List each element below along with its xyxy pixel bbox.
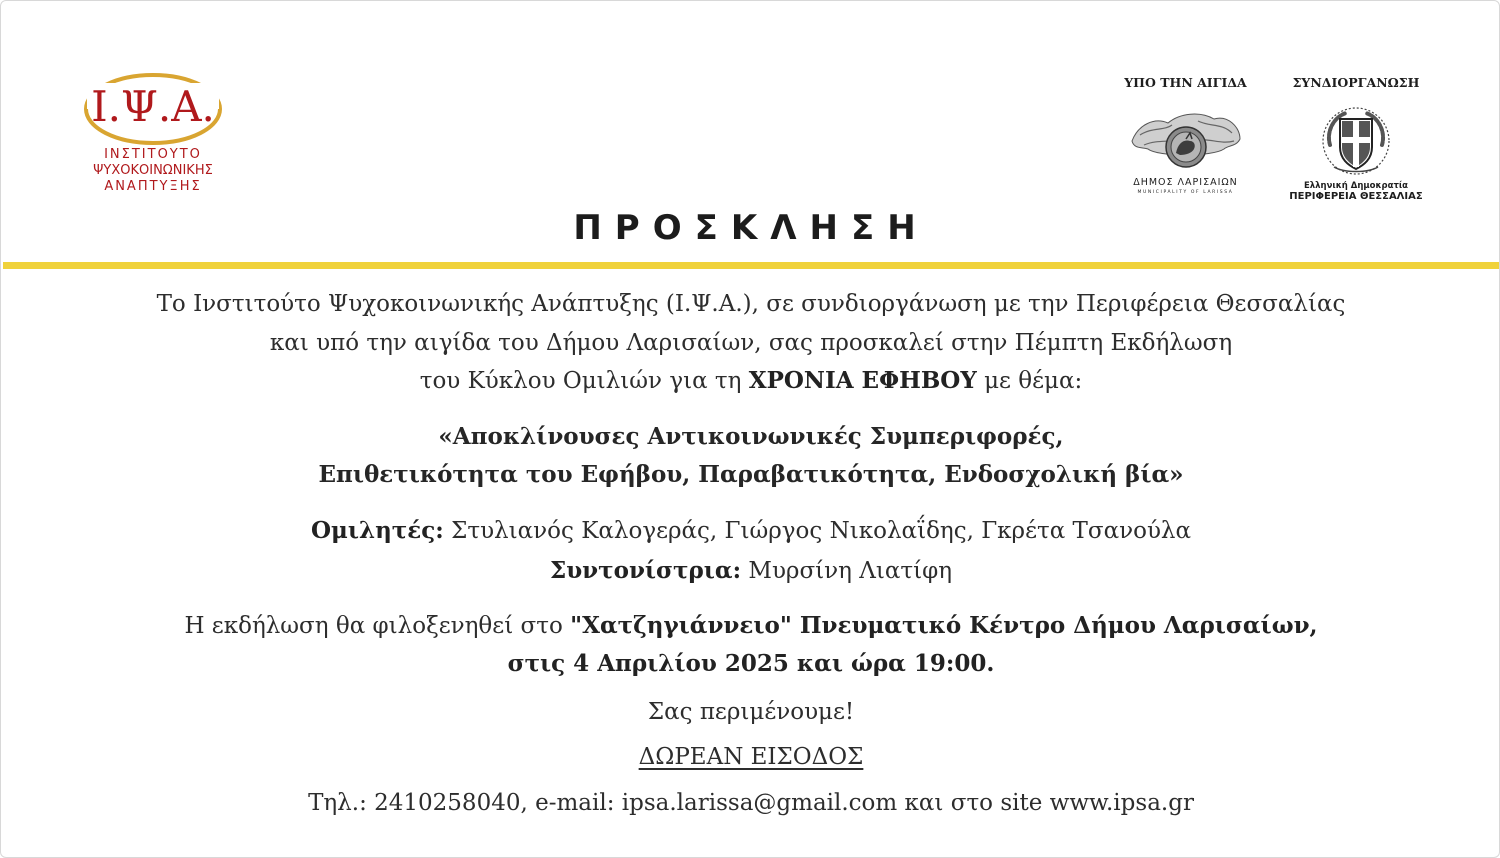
ipsa-initials: Ι.Ψ.Α. bbox=[91, 82, 215, 131]
organizer-caption: ΣΥΝΔΙΟΡΓΑΝΩΣΗ bbox=[1292, 75, 1420, 90]
intro-line1: Το Ινστιτούτο Ψυχοκοινωνικής Ανάπτυξης (Ι.Ψ.Α.), σε συνδιοργάνωση με την Περιφέρεια Θεσσαλίας bbox=[156, 291, 1346, 317]
organizer-line1: Ελληνική Δημοκρατία bbox=[1303, 181, 1409, 191]
larissa-municipality-emblem bbox=[1128, 105, 1244, 177]
aegis-name-en: MUNICIPALITY OF LARISSA bbox=[1137, 190, 1234, 195]
speakers-names: Στυλιανός Καλογεράς, Γιώργος Νικολαΐδης, Γκρέτα Τσανούλα bbox=[443, 518, 1192, 544]
organizer-block bbox=[1281, 75, 1431, 202]
venue-line bbox=[1, 607, 1500, 645]
contact-line: Τηλ.: 2410258040, e-mail: ipsa.larissa@gmail.com και στο site www.ipsa.gr bbox=[308, 790, 1194, 816]
aegis-caption: ΥΠΟ ΤΗΝ ΑΙΓΙΔΑ bbox=[1124, 75, 1247, 90]
speakers-line bbox=[1, 511, 1500, 551]
speakers-label: Ομιλητές: bbox=[310, 517, 444, 544]
venue-pre: Η εκδήλωση θα φιλοξενηθεί στο bbox=[184, 613, 571, 639]
venue-place: "Χατζηγιάννειο" Πνευματικό Κέντρο Δήμου Λαρισαίων, bbox=[570, 612, 1318, 639]
free-entry-text: ΔΩΡΕΑΝ ΕΙΣΟΔΟΣ bbox=[638, 744, 864, 770]
free-entry bbox=[1, 739, 1500, 775]
topic-line1: «Αποκλίνουσες Αντικοινωνικές Συμπεριφορές, bbox=[438, 423, 1064, 450]
aegis-name: ΔΗΜΟΣ ΛΑΡΙΣΑΙΩΝ bbox=[1133, 177, 1238, 188]
intro-line3-post: με θέμα: bbox=[976, 368, 1083, 394]
ipsa-logo-line3: ΑΝΑΠΤΥΞΗΣ bbox=[104, 179, 202, 194]
intro-line3-pre: του Κύκλου Ομιλιών για τη bbox=[419, 368, 749, 394]
topic-line2: Επιθετικότητα του Εφήβου, Παραβατικότητα, Ενδοσχολική βία» bbox=[318, 461, 1184, 488]
intro-line3 bbox=[1, 362, 1500, 401]
intro-line2: και υπό την αιγίδα του Δήμου Λαρισαίων, σας προσκαλεί στην Πέμπτη Εκδήλωση bbox=[269, 329, 1233, 356]
year-of-adolescent: ΧΡΟΝΙΑ ΕΦΗΒΟΥ bbox=[748, 367, 977, 394]
event-topic bbox=[1, 418, 1500, 494]
moderator-line bbox=[1, 551, 1500, 591]
aegis-block bbox=[1113, 75, 1258, 195]
ipsa-logo-emblem bbox=[83, 69, 228, 149]
ipsa-logo-text bbox=[83, 147, 223, 195]
ipsa-logo-line1: ΙΝΣΤΙΤΟΥΤΟ bbox=[104, 147, 202, 162]
organizer-line2: ΠΕΡΙΦΕΡΕΙΑ ΘΕΣΣΑΛΙΑΣ bbox=[1289, 191, 1423, 202]
greek-coat-of-arms-emblem bbox=[1320, 105, 1392, 177]
closing-wait: Σας περιμένουμε! bbox=[647, 699, 855, 725]
intro-paragraph bbox=[1, 285, 1500, 401]
moderator-name: Μυρσίνη Λιατίφη bbox=[741, 558, 953, 584]
event-datetime bbox=[1, 645, 1500, 683]
yellow-divider bbox=[3, 262, 1499, 269]
speakers-block bbox=[1, 511, 1500, 591]
moderator-label: Συντονίστρια: bbox=[549, 557, 742, 584]
page-title: ΠΡΟΣΚΛΗΣΗ bbox=[573, 208, 929, 248]
ipsa-logo bbox=[83, 69, 228, 204]
venue-block bbox=[1, 607, 1500, 683]
ipsa-logo-line2: ΨΥΧΟΚΟΙΝΩΝΙΚΗΣ bbox=[93, 163, 213, 178]
event-datetime-text: στις 4 Απριλίου 2025 και ώρα 19:00. bbox=[507, 650, 995, 677]
